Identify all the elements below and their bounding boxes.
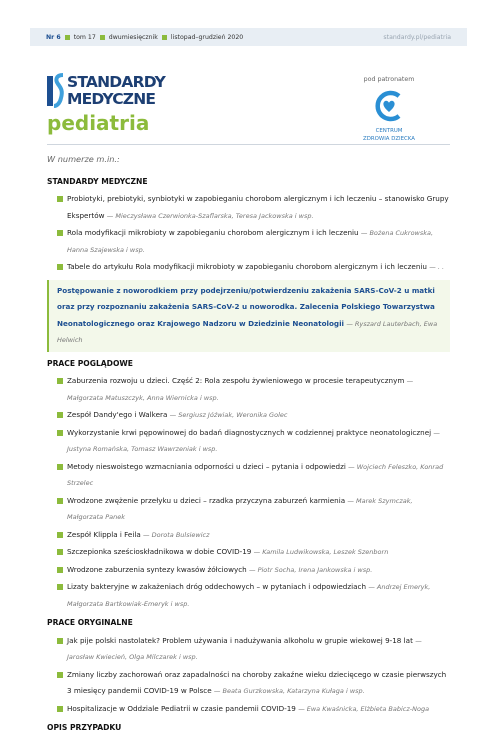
- section-title: PRACE ORYGINALNE: [47, 618, 133, 627]
- bullet-square: [57, 412, 63, 418]
- issue-date: listopad–grudzień 2020: [170, 33, 244, 41]
- featured-article-authors: — Ryszard Lauterbach, Ewa Helwich: [57, 319, 438, 344]
- section-title: OPIS PRZYPADKU: [47, 723, 122, 732]
- article-title[interactable]: Wykorzystanie krwi pępowinowej do badań diagnostycznych w codziennej praktyce neonatologicznej: [67, 427, 432, 437]
- article-item[interactable]: [47, 667, 450, 700]
- article-item[interactable]: [47, 225, 450, 258]
- patronage-label: pod patronatem: [363, 76, 415, 83]
- article-title[interactable]: Wrodzone zaburzenia syntezy kwasów żółciowych: [67, 564, 247, 574]
- section-title: PRACE POGLĄDOWE: [47, 358, 133, 368]
- article-title[interactable]: Rola modyfikacji mikrobioty w zapobieganiu chorobom alergicznym i ich leczeniu: [67, 228, 359, 237]
- bullet-square: [57, 430, 63, 436]
- czd-heart-logo-icon: [372, 89, 406, 123]
- separator-square: [65, 35, 70, 40]
- article-item[interactable]: [47, 425, 450, 458]
- article-item[interactable]: [47, 459, 450, 492]
- bullet-square: [57, 196, 63, 202]
- article-item[interactable]: [47, 701, 450, 718]
- journal-subtitle: pediatria: [47, 111, 150, 135]
- bullet-square: [57, 230, 63, 236]
- article-item[interactable]: [47, 544, 450, 561]
- issue-info: [46, 34, 243, 41]
- volume: tom 17: [73, 33, 96, 41]
- article-authors: — Andrzej Emeryk, Małgorzata Bartkowiak-Emeryk i wsp.: [67, 583, 431, 608]
- article-title[interactable]: Lizaty bakteryjne w zakażeniach dróg oddechowych – w pytaniach i odpowiedziach: [67, 582, 367, 591]
- frequency: dwumiesięcznik: [108, 33, 158, 41]
- bullet-square: [57, 706, 63, 712]
- logo-s-icon: [54, 74, 64, 107]
- article-authors: — . .: [429, 263, 445, 271]
- site-url-link[interactable]: standardy.pl/pediatria: [383, 33, 451, 41]
- article-item[interactable]: [47, 493, 450, 526]
- article-title[interactable]: Zaburzenia rozwoju u dzieci. Część 2: Rola zespołu żywieniowego w procesie terapeutycznym: [67, 376, 405, 385]
- featured-article[interactable]: [47, 280, 450, 352]
- article-title[interactable]: Wrodzone zwężenie przełyku u dzieci – rzadka przyczyna zaburzeń karmienia: [67, 495, 346, 505]
- bullet-square: [57, 638, 63, 644]
- section-title: STANDARDY MEDYCZNE: [47, 176, 148, 186]
- separator-square: [162, 35, 167, 40]
- issue-bar: [30, 28, 467, 46]
- article-authors: — Jarosław Kwiecień, Olga Milczarek i wsp.: [67, 636, 422, 661]
- toc-intro: W numerze m.in.:: [47, 154, 120, 164]
- article-title[interactable]: Probiotyki, prebiotyki, synbiotyki w zapobieganiu chorobom alergicznym i ich leczeniu – stanowisko Grupy Ekspertów: [67, 194, 449, 220]
- bullet-square: [57, 672, 63, 678]
- article-authors: — Sergiusz Jóźwiak, Weronika Golec: [169, 411, 288, 419]
- article-authors: — Mieczysława Czerwionka-Szaflarska, Teresa Jackowska i wsp.: [106, 211, 314, 220]
- separator-square: [100, 35, 105, 40]
- standardy-medyczne-logo: [47, 74, 197, 110]
- table-of-contents: [47, 151, 450, 738]
- article-authors: — Kamila Ludwikowska, Leszek Szenborn: [253, 548, 389, 556]
- bullet-square: [57, 567, 63, 573]
- article-item[interactable]: [47, 373, 450, 406]
- article-authors: — Beata Gurzkowska, Katarzyna Kułaga i wsp.: [213, 687, 365, 695]
- bullet-square: [57, 549, 63, 555]
- article-title[interactable]: Szczepionka sześcioskładnikowa w dobie COVID-19: [67, 547, 252, 556]
- logo-bar: [47, 76, 53, 106]
- article-item[interactable]: [47, 562, 450, 579]
- issue-number: Nr 6: [46, 33, 61, 41]
- article-authors: — Małgorzata Matuszczyk, Anna Wiernicka i wsp.: [67, 377, 414, 402]
- article-authors: — Dorota Bulsiewicz: [143, 530, 210, 539]
- bullet-square: [57, 584, 63, 590]
- article-item[interactable]: [47, 527, 450, 544]
- article-title[interactable]: Zespół Dandy'ego i Walkera: [67, 410, 168, 419]
- patronage-block: [355, 76, 423, 143]
- article-authors: — Marek Szymczak, Małgorzata Panek: [67, 496, 413, 521]
- article-item[interactable]: [47, 633, 450, 666]
- featured-article-title[interactable]: Postępowanie z noworodkiem przy podejrzeniu/potwierdzeniu zakażenia SARS-CoV-2 u matki oraz przy rozpoznaniu zakażenia SARS-CoV-2 u noworodka. Zalecenia Polskiego Towarzystwa Neonatologicznego oraz Krajowego Nadzoru w Dziedzinie Neonatologii: [57, 285, 435, 328]
- article-item[interactable]: [47, 407, 450, 424]
- bullet-square: [57, 264, 63, 270]
- bullet-square: [57, 532, 63, 538]
- article-authors: — Justyna Romańska, Tomasz Wawrzeniak i wsp.: [67, 428, 440, 453]
- article-title[interactable]: Metody nieswoistego wzmacniania odporności u dzieci – pytania i odpowiedzi: [67, 461, 346, 471]
- article-item[interactable]: [47, 579, 450, 612]
- header-divider: [47, 144, 450, 145]
- article-item[interactable]: [47, 191, 450, 224]
- bullet-square: [57, 378, 63, 384]
- article-title[interactable]: Zmiany liczby zachorowań oraz zapadalności na choroby zakaźne wieku dziecięcego w czasie pierwszych 3 miesięcy pandemii COVID-19 w Polsce: [67, 669, 447, 695]
- bullet-square: [57, 498, 63, 504]
- article-authors: — Ewa Kwaśnicka, Elżbieta Babicz-Noga: [298, 704, 430, 713]
- article-title[interactable]: Jak pije polski nastolatek? Problem używania i nadużywania alkoholu w grupie wiekowej 9-18 lat: [67, 635, 413, 645]
- logo-line1: STANDARDY: [67, 73, 166, 91]
- article-title[interactable]: Tabele do artykułu Rola modyfikacji mikrobioty w zapobieganiu chorobom alergicznym i ich leczeniu: [67, 262, 427, 271]
- article-authors: — Bożena Cukrowska, Hanna Szajewska i wsp.: [67, 229, 434, 254]
- article-item[interactable]: [47, 259, 450, 276]
- patron-name-line2: ZDROWIA DZIECKA: [363, 136, 415, 142]
- bullet-square: [57, 464, 63, 470]
- logo-line2: MEDYCZNE: [67, 90, 156, 108]
- patron-name-line1: CENTRUM: [375, 128, 403, 134]
- article-authors: — Wojciech Feleszko, Konrad Strzelec: [67, 462, 444, 487]
- article-authors: — Piotr Socha, Irena Jankowska i wsp.: [249, 565, 373, 574]
- article-title[interactable]: Hospitalizacje w Oddziale Pediatrii w czasie pandemii COVID-19: [67, 703, 296, 713]
- article-title[interactable]: Zespół Klippla i Feila: [67, 529, 141, 539]
